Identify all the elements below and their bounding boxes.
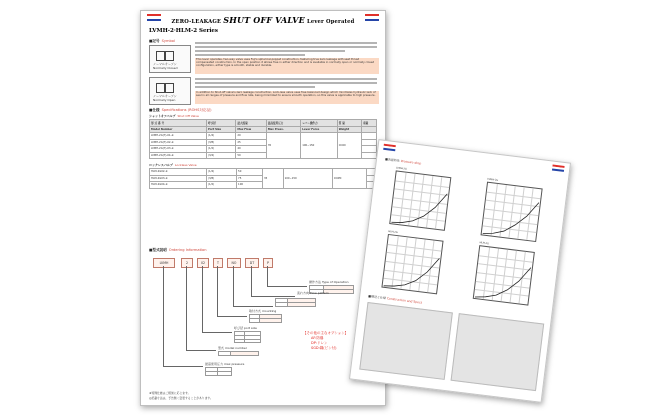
construction-panel xyxy=(359,302,453,380)
chart-title: HLM-2G xyxy=(388,229,398,235)
chart-title: LVMH-2G xyxy=(487,177,499,182)
code-box-flow: NO xyxy=(227,258,241,268)
construction-panel xyxy=(451,313,545,391)
flag-left-icon xyxy=(383,144,396,151)
chart-series-line xyxy=(391,188,447,229)
code-box-mounting: T xyxy=(213,258,223,268)
chart-series-line xyxy=(483,196,539,240)
port-size-code-table xyxy=(234,331,261,343)
symbol-caption-jp: ノーマルオープン xyxy=(153,62,177,66)
chart-title: LVMH-2G xyxy=(395,166,407,171)
pressure-drop-chart xyxy=(481,182,543,242)
label-model-number: 型式 model number xyxy=(218,346,247,350)
code-box-operation: DT xyxy=(245,258,259,268)
description-en-2: In addition to Shut-off valve's zero leakage construction, Lock-less valve uses free balanced design which minimizes hydraulic lack of seal in all ranges of pressure and flow rate, being minimized to ensure smooth operation, so this valve is applicable to high pressure. xyxy=(195,91,379,104)
leader-line xyxy=(186,266,187,350)
symbol-caption-en: Normally Open xyxy=(153,98,176,102)
code-box-size: 02 xyxy=(197,258,209,268)
code-box-model: LVMH xyxy=(153,258,175,268)
table-row: LVMH-2G(T)-03-※ (1/2) 40 xyxy=(150,146,377,153)
header-suffix: Lever Operated xyxy=(306,19,355,25)
options-note-item: DP:ドレン xyxy=(311,341,328,345)
code-box-option: P xyxy=(263,258,273,268)
chart-plot xyxy=(390,172,450,230)
leader-line xyxy=(163,266,164,366)
shut-off-subheading: シャットオフバルブ Shut Off Valve xyxy=(149,114,199,118)
chart-plot xyxy=(474,246,534,304)
model-code-table xyxy=(218,351,259,356)
leader-line xyxy=(217,316,247,317)
header-prefix: ZERO-LEAKAGE xyxy=(171,19,222,25)
symbol-caption-jp: ノーマルオープン xyxy=(153,94,177,98)
leader-line xyxy=(267,286,307,287)
chart-series-line xyxy=(475,261,531,303)
leader-line xyxy=(217,266,218,316)
options-note-title: 【その他の主なオプション】 xyxy=(303,331,349,335)
lockless-spec-table xyxy=(149,168,377,189)
leader-line xyxy=(251,266,252,296)
description-jp-line xyxy=(195,50,345,52)
flag-right-icon xyxy=(552,164,565,171)
label-max-pressure: 最高使用圧力 max pressure xyxy=(205,362,245,366)
construction-heading: ■構造と仕様 Construction and Specs xyxy=(368,294,423,305)
pressure-code-table xyxy=(205,367,232,376)
leader-line xyxy=(251,296,295,297)
table-row: LVMH-2G(T)-04-※ (3/4) 50 xyxy=(150,152,377,159)
pressure-drop-chart xyxy=(389,170,451,230)
lockless-subheading: ロックレスバルブ Lockless Valve xyxy=(149,163,197,167)
leader-line xyxy=(267,266,268,286)
pressure-drop-chart xyxy=(381,234,443,294)
table-row: LVMH-2G(T)-01-※ (1/4) 20 35 100~150 CC60 xyxy=(150,133,377,140)
page-header xyxy=(141,15,385,25)
pressure-drop-chart xyxy=(473,245,535,305)
symbol-diagram-open xyxy=(149,77,191,105)
symbol-diagram-closed xyxy=(149,45,191,73)
description-jp-line xyxy=(195,86,315,88)
mounting-code-table xyxy=(249,314,282,323)
leader-line xyxy=(202,266,203,332)
series-title: LVMH-2·HLM-2 Series xyxy=(149,28,219,34)
table-row: HLM-2G03-※ (3/8) 75 xyxy=(150,175,377,182)
options-note xyxy=(303,331,348,351)
chart-plot xyxy=(482,183,542,241)
table-header-row-en: Model Number Port Size Max Flow Max Press. Lever Force Weight xyxy=(150,126,377,133)
table-row: HLM-2G02-※ (1/4) 50 35 100~150 CC6M xyxy=(150,169,377,176)
leader-line xyxy=(233,306,273,307)
label-flow-pattern: 流れ方向 Flow pattern xyxy=(297,291,329,295)
pressure-drop-heading: ■流量特性 Pressure drop xyxy=(384,157,422,166)
catalog-page-front xyxy=(140,10,386,406)
chart-plot xyxy=(383,235,443,293)
label-type-of-operation: 操作方法 Type of Operation xyxy=(309,280,349,284)
leader-line xyxy=(202,332,232,333)
ordering-section-heading: ■型式説明 Ordering Information xyxy=(149,248,207,252)
leader-line xyxy=(163,366,203,367)
description-jp-line xyxy=(195,82,377,84)
description-jp-line xyxy=(195,78,377,80)
description-en-1: This lever operates, two-way valve uses Fuji's spherical-poppet construction, featuring true zero leakage with seat thrust compensated construction. In the open position it allows free in either direction and is available in normally open or normally closed configuration, either type is smooth, stable and durable. xyxy=(195,58,379,74)
symbol-section-heading: ■記号 Symbol xyxy=(149,39,175,43)
description-jp-line xyxy=(195,46,377,48)
options-note-item: AF:防爆 xyxy=(311,336,324,340)
options-note-item: SGD:鋼(ピン付) xyxy=(311,346,337,350)
shut-off-spec-table xyxy=(149,119,377,159)
label-mounting: 取付方式 mounting xyxy=(249,309,277,313)
flow-code-table xyxy=(275,298,316,307)
code-box-pressure: 2 xyxy=(181,258,193,268)
catalog-page-back xyxy=(349,139,571,403)
table-header-row: 形 式 番 号 呼び径 最大流量 最高使用圧力 レバー操作力 質 量 重量 xyxy=(150,120,377,127)
label-port-size: 呼び径 port size xyxy=(234,326,257,330)
description-jp-line xyxy=(195,54,305,56)
table-row: LVMH-2G(T)-02-※ (3/8) 25 xyxy=(150,139,377,146)
header-title: SHUT OFF VALVE xyxy=(223,15,305,25)
chart-title: HLM-2G xyxy=(479,241,490,246)
leader-line xyxy=(233,266,234,306)
leader-line xyxy=(186,350,216,351)
table-row: HLM-2G04-※ (1/2) 100 xyxy=(150,182,377,189)
description-jp-line xyxy=(195,42,377,44)
footnote: ★特殊仕様はご相談に応じます。 xyxy=(149,391,191,395)
symbol-caption-en: Normally Closed xyxy=(153,66,178,70)
chart-series-line xyxy=(384,252,440,292)
footnote: ◎記載寸法は、予告無く変更することがあります。 xyxy=(149,396,213,400)
spec-section-heading: ■仕様 Specifications (ROHS対応品) xyxy=(149,108,212,112)
